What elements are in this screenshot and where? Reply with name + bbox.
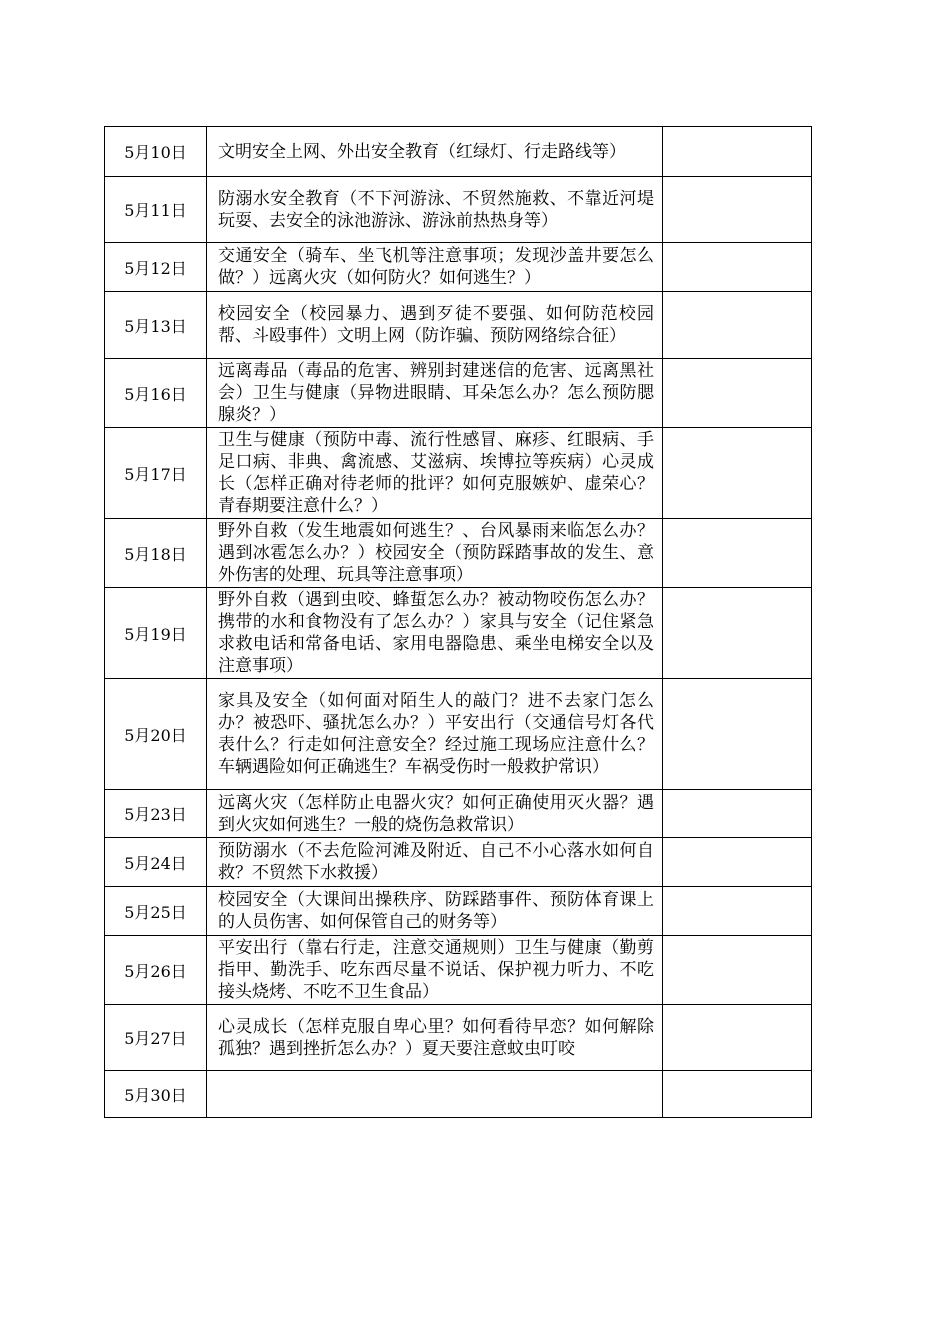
content-cell: 卫生与健康（预防中毒、流行性感冒、麻疹、红眼病、手足口病、非典、禽流感、艾滋病、埃博拉等疾病）心灵成长（怎样正确对待老师的批评？如何克服嫉妒、虚荣心？青春期要注意什么？） <box>207 428 663 519</box>
table-row <box>105 519 812 588</box>
content-cell: 家具及安全（如何面对陌生人的敲门？进不去家门怎么办？被恐吓、骚扰怎么办？）平安出行（交通信号灯各代表什么？行走如何注意安全？经过施工现场应注意什么？车辆遇险如何正确逃生？车祸受伤时一般救护常识） <box>207 679 663 790</box>
note-cell <box>663 790 812 838</box>
note-cell <box>663 838 812 887</box>
note-cell <box>663 243 812 292</box>
note-cell <box>663 359 812 428</box>
content-cell: 平安出行（靠右行走，注意交通规则）卫生与健康（勤剪指甲、勤洗手、吃东西尽量不说话、保护视力听力、不吃接头烧烤、不吃不卫生食品） <box>207 936 663 1005</box>
table-row <box>105 887 812 936</box>
date-cell: 5月19日 <box>105 588 207 679</box>
content-cell: 远离毒品（毒品的危害、辨别封建迷信的危害、远离黑社会）卫生与健康（异物进眼睛、耳朵怎么办？怎么预防腮腺炎？） <box>207 359 663 428</box>
date-cell: 5月26日 <box>105 936 207 1005</box>
table-row <box>105 243 812 292</box>
content-cell: 野外自救（遇到虫咬、蜂蜇怎么办？被动物咬伤怎么办？携带的水和食物没有了怎么办？）家具与安全（记住紧急求救电话和常备电话、家用电器隐患、乘坐电梯安全以及注意事项） <box>207 588 663 679</box>
date-cell: 5月24日 <box>105 838 207 887</box>
content-cell: 远离火灾（怎样防止电器火灾？如何正确使用灭火器？遇到火灾如何逃生？一般的烧伤急救常识） <box>207 790 663 838</box>
content-cell: 心灵成长（怎样克服自卑心里？如何看待早恋？如何解除孤独？遇到挫折怎么办？）夏天要注意蚊虫叮咬 <box>207 1005 663 1071</box>
content-cell: 校园安全（校园暴力、遇到歹徒不要强、如何防范校园帮、斗殴事件）文明上网（防诈骗、预防网络综合征） <box>207 292 663 359</box>
table-row <box>105 936 812 1005</box>
table-row <box>105 359 812 428</box>
table-row <box>105 838 812 887</box>
table-row <box>105 177 812 243</box>
date-cell: 5月18日 <box>105 519 207 588</box>
table-row <box>105 1071 812 1118</box>
date-cell: 5月16日 <box>105 359 207 428</box>
content-cell: 预防溺水（不去危险河滩及附近、自己不小心落水如何自救？不贸然下水救援） <box>207 838 663 887</box>
content-cell: 野外自救（发生地震如何逃生？、台风暴雨来临怎么办？遇到冰雹怎么办？）校园安全（预防踩踏事故的发生、意外伤害的处理、玩具等注意事项） <box>207 519 663 588</box>
note-cell <box>663 936 812 1005</box>
note-cell <box>663 1005 812 1071</box>
note-cell <box>663 519 812 588</box>
content-cell: 防溺水安全教育（不下河游泳、不贸然施救、不靠近河堤玩耍、去安全的泳池游泳、游泳前热热身等） <box>207 177 663 243</box>
table-row <box>105 127 812 177</box>
content-cell: 交通安全（骑车、坐飞机等注意事项；发现沙盖井要怎么做？）远离火灾（如何防火？如何逃生？） <box>207 243 663 292</box>
table-row <box>105 1005 812 1071</box>
date-cell: 5月12日 <box>105 243 207 292</box>
note-cell <box>663 679 812 790</box>
date-cell: 5月30日 <box>105 1071 207 1118</box>
date-cell: 5月25日 <box>105 887 207 936</box>
content-cell <box>207 1071 663 1118</box>
note-cell <box>663 177 812 243</box>
content-cell: 文明安全上网、外出安全教育（红绿灯、行走路线等） <box>207 127 663 177</box>
table-row <box>105 679 812 790</box>
date-cell: 5月23日 <box>105 790 207 838</box>
schedule-body <box>105 127 812 1118</box>
date-cell: 5月17日 <box>105 428 207 519</box>
date-cell: 5月20日 <box>105 679 207 790</box>
date-cell: 5月27日 <box>105 1005 207 1071</box>
date-cell: 5月10日 <box>105 127 207 177</box>
schedule-table <box>104 126 812 1118</box>
table-row <box>105 790 812 838</box>
note-cell <box>663 887 812 936</box>
note-cell <box>663 1071 812 1118</box>
table-row <box>105 428 812 519</box>
note-cell <box>663 588 812 679</box>
date-cell: 5月11日 <box>105 177 207 243</box>
content-cell: 校园安全（大课间出操秩序、防踩踏事件、预防体育课上的人员伤害、如何保管自己的财务等） <box>207 887 663 936</box>
table-row <box>105 588 812 679</box>
note-cell <box>663 292 812 359</box>
date-cell: 5月13日 <box>105 292 207 359</box>
note-cell <box>663 127 812 177</box>
table-row <box>105 292 812 359</box>
note-cell <box>663 428 812 519</box>
